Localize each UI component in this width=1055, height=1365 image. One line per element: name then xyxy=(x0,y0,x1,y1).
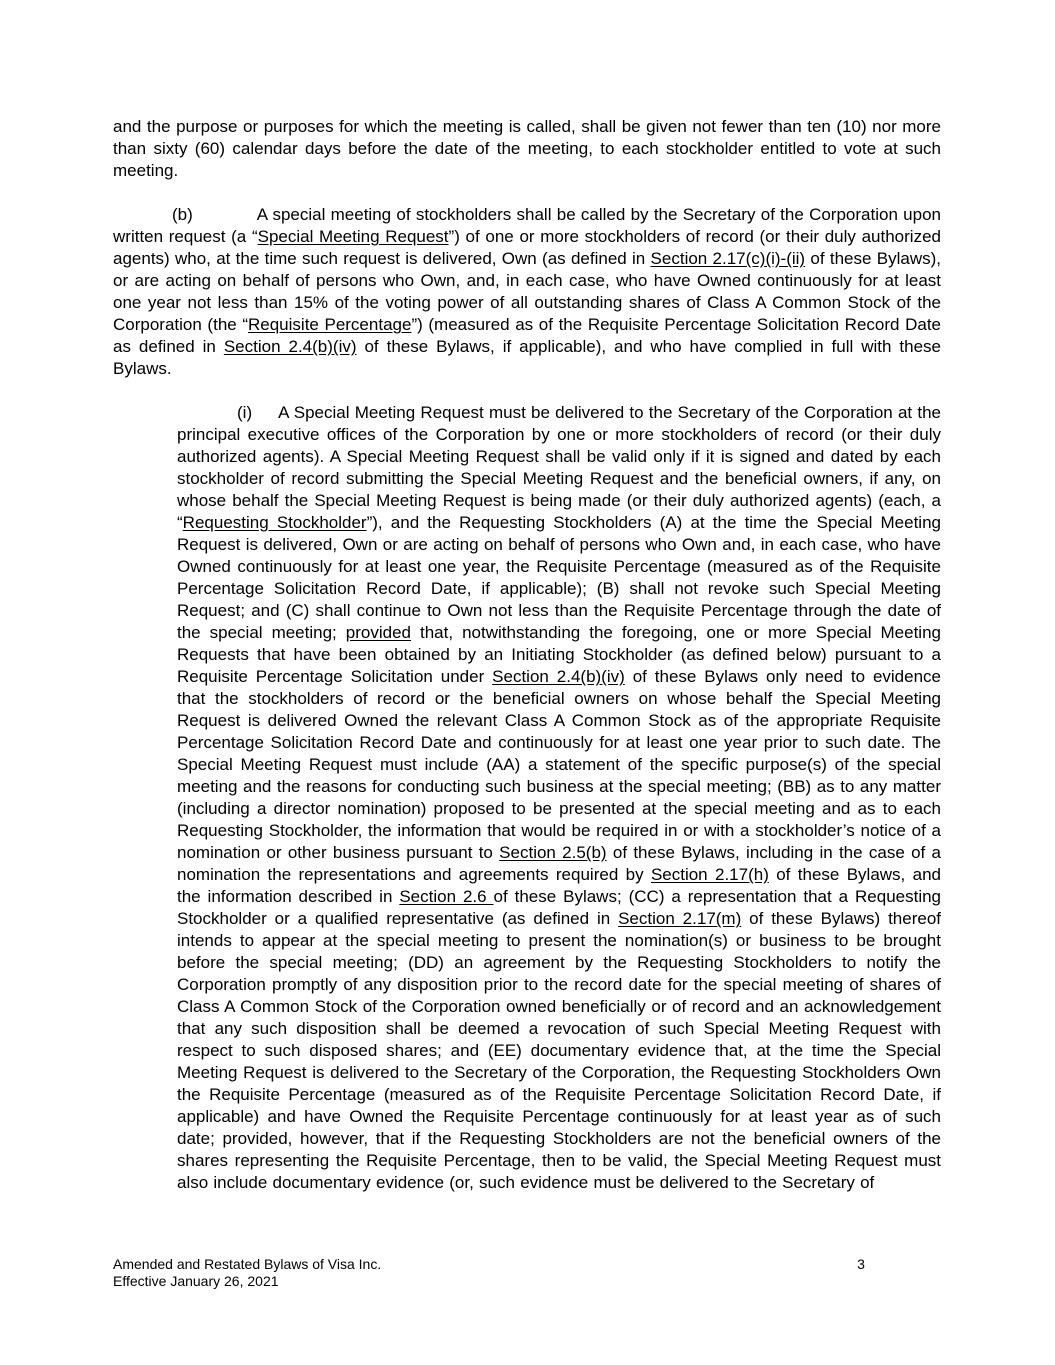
text-run: of these Bylaws only need to evidence that the stockholders of record or the beneficial owners on whose behalf the Special Meeting Request is delivered Owned the relevant Class A Common Stock as of the appropriate Requisite Percentage Solicitation Record Date and continuously for at least one year prior to such date. The Special Meeting Request must include (AA) a statement of the specific purpose(s) of the special meeting and the reasons for conducting such business at the special meeting; (BB) as to any matter (including a director nomination) proposed to be presented at the special meeting and as to each Requesting Stockholder, the information that would be required in or with a stockholder’s notice of a nomination or other business pursuant to xyxy=(177,667,941,862)
text-run: A special meeting of stockholders shall be called by the Secretary of the Corporation upon written request (a “ xyxy=(113,205,941,246)
text-run: of these Bylaws, and the information described in xyxy=(177,865,941,906)
text-run: ”) (measured as of the Requisite Percentage Solicitation Record Date as defined in xyxy=(113,315,941,356)
underlined-term: Section 2.17(h) xyxy=(650,865,769,884)
underlined-term: Section 2.17(c)(i)-(ii) xyxy=(650,249,806,268)
text-run: of these Bylaws) thereof intends to appear at the special meeting to present the nomination(s) or business to be brought before the special meeting; (DD) an agreement by the Requesting Stockholders to notify the Corporation promptly of any disposition prior to the record date for the special meeting of shares of Class A Common Stock of the Corporation owned beneficially or of record and an acknowledgement that any such disposition shall be deemed a revocation of such Special Meeting Request with respect to such disposed shares; and (EE) documentary evidence that, at the time the Special Meeting Request is delivered to the Secretary of the Corporation, the Requesting Stockholders Own the Requisite Percentage (measured as of the Requisite Percentage Solicitation Record Date, if applicable) and have Owned the Requisite Percentage continuously for at least year as of such date; provided, however, that if the Requesting Stockholders are not the beneficial owners of the shares representing the Requisite Percentage, then to be valid, the Special Meeting Request must also include documentary evidence (or, such evidence must be delivered to the Secretary of xyxy=(177,909,942,1192)
document-body xyxy=(113,116,941,1216)
paragraph-b xyxy=(113,204,941,380)
underlined-term: Requisite Percentage xyxy=(248,315,412,334)
text-run: ”) of one or more stockholders of record (or their duly authorized agents) who, at the time such request is delivered, Own (as defined in xyxy=(113,227,941,268)
text-run: (b) xyxy=(172,205,193,224)
paragraph-continuation xyxy=(113,116,941,182)
text-run: of these Bylaws; (CC) a representation that a Requesting Stockholder or a qualified representative (as defined in xyxy=(177,887,942,928)
paragraph-b-i xyxy=(177,402,941,1194)
text-run: of these Bylaws, if applicable), and who have complied in full with these Bylaws. xyxy=(113,337,941,378)
text-run: of these Bylaws, including in the case of a nomination the representations and agreements required by xyxy=(177,843,941,884)
underlined-term: Section 2.17(m) xyxy=(618,909,742,928)
text-run: and the purpose or purposes for which the meeting is called, shall be given not fewer than ten (10) nor more than sixty (60) calendar days before the date of the meeting, to each stockholder entitled to vote at such meeting. xyxy=(113,117,941,180)
underlined-term: Requesting Stockholder xyxy=(182,513,367,532)
underlined-term: Section 2.6 xyxy=(399,887,494,906)
underlined-term: Special Meeting Request xyxy=(257,227,449,246)
footer-effective-date: Effective January 26, 2021 xyxy=(113,1273,279,1289)
footer-doc-title: Amended and Restated Bylaws of Visa Inc. xyxy=(113,1256,382,1272)
underlined-term: Section 2.4(b)(iv) xyxy=(492,667,625,686)
text-run: A Special Meeting Request must be delivered to the Secretary of the Corporation at the principal executive offices of the Corporation by one or more stockholders of record (or their duly authorized agents). A Special Meeting Request shall be valid only if it is signed and dated by each stockholder of record submitting the Special Meeting Request and the beneficial owners, if any, on whose behalf the Special Meeting Request is being made (or their duly authorized agents) (each, a “ xyxy=(177,403,941,532)
underlined-term: Section 2.5(b) xyxy=(499,843,607,862)
underlined-term: Section 2.4(b)(iv) xyxy=(223,337,357,356)
text-run: ”), and the Requesting Stockholders (A) at the time the Special Meeting Request is delivered, Own or are acting on behalf of persons who Own and, in each case, who have Owned continuously for at least one year, the Requisite Percentage (measured as of the Requisite Percentage Solicitation Record Date, if applicable); (B) shall not revoke such Special Meeting Request; and (C) shall continue to Own not less than the Requisite Percentage through the date of the special meeting; xyxy=(177,513,941,642)
page-number: 3 xyxy=(857,1256,865,1272)
text-run: of these Bylaws), or are acting on behalf of persons who Own, and, in each case, who have Owned continuously for at least one year not less than 15% of the voting power of all outstanding shares of Class A Common Stock of the Corporation (the “ xyxy=(113,249,941,334)
underlined-term: provided xyxy=(345,623,411,642)
text-run: (i) xyxy=(237,403,253,422)
text-run: that, notwithstanding the foregoing, one or more Special Meeting Requests that have been obtained by an Initiating Stockholder (as defined below) pursuant to a Requisite Percentage Solicitation under xyxy=(177,623,941,686)
page-footer xyxy=(113,1256,941,1290)
